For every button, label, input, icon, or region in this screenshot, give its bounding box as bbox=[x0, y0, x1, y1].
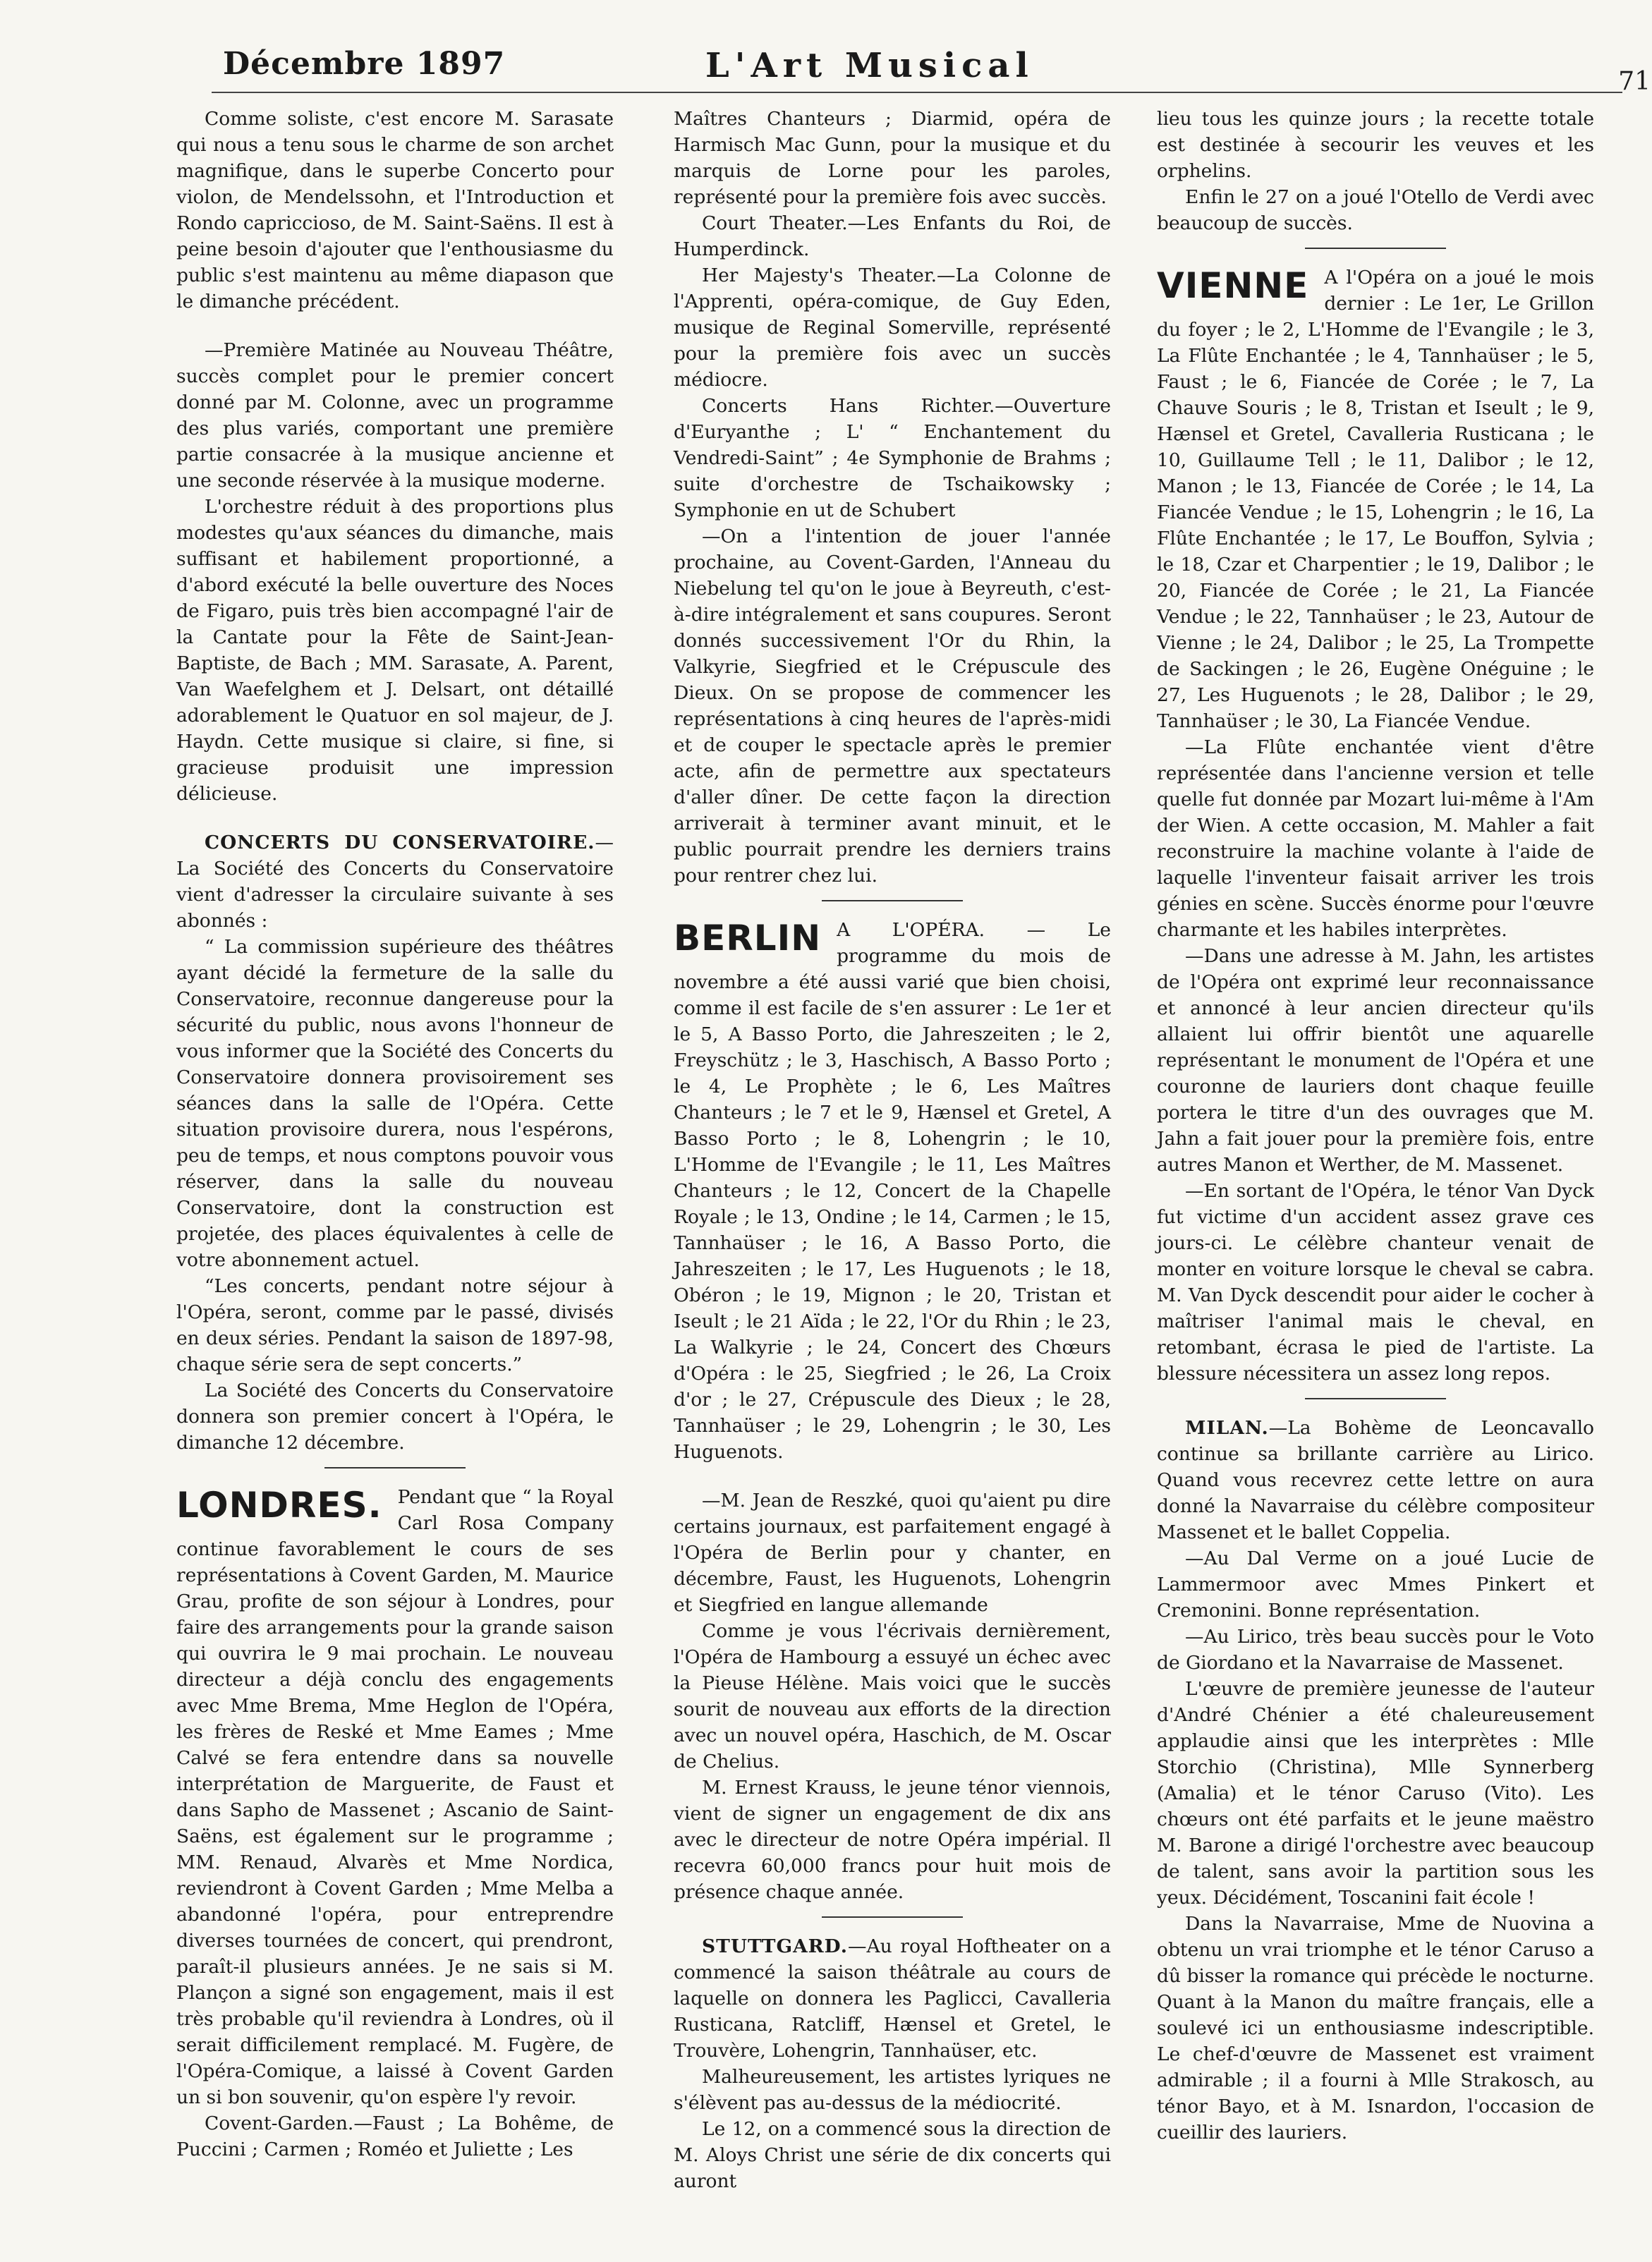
section-stuttgard: STUTTGARD.—Au royal Hoftheater on a commencé la saison théâtrale au cours de laquelle on donnera les Paglicci, Cavalleria Rusticana, Ratcliff, Hænsel et Gretel, le Trouvère, Lohengrin, Tannhaüser, etc. bbox=[674, 1935, 1111, 2062]
section-separator bbox=[822, 900, 963, 901]
paragraph: Her Majesty's Theater.—La Colonne de l'Apprenti, opéra-comique, de Guy Eden, musique de Reginal Somerville, représenté pour la première fois avec un succès médiocre. bbox=[674, 264, 1111, 391]
paragraph: Maîtres Chanteurs ; Diarmid, opéra de Harmisch Mac Gunn, pour la musique et du marquis de Lorne pour les paroles, représenté pour la première fois avec succès. bbox=[674, 108, 1111, 208]
paragraph: Court Theater.—Les Enfants du Roi, de Humperdinck. bbox=[674, 212, 1111, 260]
header-rule bbox=[212, 92, 1622, 93]
section-conservatoire: CONCERTS DU CONSERVATOIRE.—La Société des Concerts du Conservatoire vient d'adresser la circulaire suivante à ses abonnés : bbox=[176, 832, 614, 932]
paragraph: —On a l'intention de jouer l'année prochaine, au Covent-Garden, l'Anneau du Niebelung tel qu'on le joue à Beyreuth, c'est-à-dire intégralement et sans coupures. Seront donnés successivement l'Or du Rhin, la Valkyrie, Siegfried et le Crépuscule des Dieux. On se propose de commencer les représentations à cinq heures de l'après-midi et de couper le spectacle après le premier acte, afin de permettre aux spectateurs d'aller dîner. De cette façon la direction arriverait à terminer avant minuit, et le public pourrait prendre les derniers trains pour rentrer chez lui. bbox=[674, 525, 1111, 887]
city-heading-berlin: BERLIN bbox=[674, 918, 822, 959]
paragraph: La Société des Concerts du Conservatoire donnera son premier concert à l'Opéra, le dimanche 12 décembre. bbox=[176, 1380, 614, 1454]
column-1 bbox=[176, 106, 614, 2163]
paragraph: —En sortant de l'Opéra, le ténor Van Dyck fut victime d'un accident assez grave ces jours-ci. Le célèbre chanteur venait de monter en voiture lorsque le cheval se cabra. M. Van Dyck descendit pour aider le cocher à maîtriser l'animal mais le cheval, en retombant, écrasa le pied de l'artiste. La blessure nécessitera un assez long repos. bbox=[1157, 1180, 1594, 1385]
section-separator bbox=[324, 1467, 466, 1469]
paragraph: Le 12, on a commencé sous la direction de M. Aloys Christ une série de dix concerts qui auront bbox=[674, 2118, 1111, 2192]
section-berlin: BERLIN A L'OPÉRA. — Le programme du mois de novembre a été aussi varié que bien choisi, comme il est facile de s'en assurer : Le 1er et le 5, A Basso Porto, die Jahreszeiten ; le 2, Freyschütz ; le 3, Haschisch, A Basso Porto ; le 4, Le Prophète ; le 6, Les Maîtres Chanteurs ; le 7 et le 9, Hænsel et Gretel, A Basso Porto ; le 8, Lohengrin ; le 10, L'Homme de l'Evangile ; le 11, Les Maîtres Chanteurs ; le 12, Concert de la Chapelle Royale ; le 13, Ondine ; le 14, Carmen ; le 15, Tannhaüser ; le 16, A Basso Porto, die Jahreszeiten ; le 17, Les Huguenots ; le 18, Obéron ; le 19, Mignon ; le 20, Tristan et Iseult ; le 21 Aïda ; le 22, l'Or du Rhin ; le 23, La Walkyrie ; le 24, Concert des Chœurs d'Opéra : le 25, Siegfried ; le 26, La Croix d'or ; le 27, Crépuscule des Dieux ; le 28, Tannhaüser ; le 29, Lohengrin ; le 30, Les Huguenots. bbox=[674, 918, 1111, 1463]
section-heading: MILAN. bbox=[1185, 1417, 1269, 1439]
paragraph: Covent-Garden.—Faust ; La Bohême, de Puccini ; Carmen ; Roméo et Juliette ; Les bbox=[176, 2112, 614, 2160]
page-number: 71 bbox=[1618, 67, 1651, 96]
column-3 bbox=[1157, 106, 1594, 2146]
paragraph: Enfin le 27 on a joué l'Otello de Verdi avec beaucoup de succès. bbox=[1157, 186, 1594, 234]
issue-date: Décembre 1897 bbox=[223, 46, 506, 82]
paragraph: M. Ernest Krauss, le jeune ténor viennois, vient de signer un engagement de dix ans avec le directeur de notre Opéra impérial. Il recevra 60,000 francs pour huit mois de présence chaque année. bbox=[674, 1777, 1111, 1903]
paragraph: —M. Jean de Reszké, quoi qu'aient pu dire certains journaux, est parfaitement engagé à l'Opéra de Berlin pour y chanter, en décembre, Faust, les Huguenots, Lohengrin et Siegfried en langue allemande bbox=[674, 1490, 1111, 1616]
paragraph: Comme je vous l'écrivais dernièrement, l'Opéra de Hambourg a essuyé un échec avec la Pieuse Hélène. Mais voici que le succès sourit de nouveau aux efforts de la direction avec un nouvel opéra, Haschich, de M. Oscar de Chelius. bbox=[674, 1620, 1111, 1772]
city-heading-londres: LONDRES. bbox=[176, 1485, 382, 1526]
paragraph: L'orchestre réduit à des proportions plus modestes qu'aux séances du dimanche, mais suffisant et habilement proportionné, a d'abord exécuté la belle ouverture des Noces de Figaro, puis très bien accompagné l'air de la Cantate pour la Fête de Saint-Jean-Baptiste, de Bach ; MM. Sarasate, A. Parent, Van Waefelghem et J. Delsart, ont détaillé adorablement le Quatuor en sol majeur, de J. Haydn. Cette musique si claire, si fine, si gracieuse produisit une impression délicieuse. bbox=[176, 496, 614, 805]
section-heading: STUTTGARD. bbox=[702, 1935, 848, 1957]
paragraph: “Les concerts, pendant notre séjour à l'Opéra, seront, comme par le passé, divisés en deux séries. Pendant la saison de 1897-98, chaque série sera de sept concerts.” bbox=[176, 1275, 614, 1375]
section-heading: CONCERTS DU CONSERVATOIRE. bbox=[205, 832, 595, 853]
section-vienne: VIENNE A l'Opéra on a joué le mois dernier : Le 1er, Le Grillon du foyer ; le 2, L'Homme de l'Evangile ; le 3, La Flûte Enchantée ; le 4, Tannhaüser ; le 5, Faust ; le 6, Fiancée de Corée ; le 7, La Chauve Souris ; le 8, Tristan et Iseult ; le 9, Hænsel et Gretel, Cavalleria Rusticana ; le 10, Guillaume Tell ; le 11, Dalibor ; le 12, Manon ; le 13, Fiancée de Corée ; le 14, La Fiancée Vendue ; le 15, Lohengrin ; le 16, La Flûte Enchantée ; le 17, Le Bouffon, Sylvia ; le 18, Czar et Charpentier ; le 19, Dalibor ; le 20, Fiancée de Corée ; le 21, La Fiancée Vendue ; le 22, Tannhaüser ; le 23, Autour de Vienne ; le 24, Dalibor ; le 25, La Trompette de Sackingen ; le 26, Eugène Onéguine ; le 27, Les Huguenots ; le 28, Dalibor ; le 29, Tannhaüser ; le 30, La Fiancée Vendue. bbox=[1157, 265, 1594, 732]
paragraph: —Au Dal Verme on a joué Lucie de Lammermoor avec Mmes Pinkert et Cremonini. Bonne représentation. bbox=[1157, 1547, 1594, 1622]
paragraph: —Dans une adresse à M. Jahn, les artistes de l'Opéra ont exprimé leur reconnaissance et annoncé à leur ancien directeur qu'ils allaient lui offrir bientôt une aquarelle représentant le monument de l'Opéra et une couronne de lauriers dont chaque feuille portera le titre d'un des ouvrages que M. Jahn a fait jouer pour la première fois, entre autres Manon et Werther, de M. Massenet. bbox=[1157, 945, 1594, 1176]
paragraph: L'œuvre de première jeunesse de l'auteur d'André Chénier a été chaleureusement applaudie ainsi que les interprètes : Mlle Storchio (Christina), Mlle Synnerberg (Amalia) et le ténor Caruso (Vito). Les chœurs ont été parfaits et le jeune maëstro M. Barone a dirigé l'orchestre avec beaucoup de talent, sans avoir la partition sous les yeux. Décidément, Toscanini fait école ! bbox=[1157, 1678, 1594, 1909]
paragraph: —Première Matinée au Nouveau Théâtre, succès complet pour le premier concert donné par M. Colonne, avec un programme des plus variés, comportant une première partie consacrée à la musique ancienne et une seconde réservée à la musique moderne. bbox=[176, 339, 614, 492]
section-separator bbox=[822, 1916, 963, 1918]
section-separator bbox=[1305, 1398, 1446, 1399]
paragraph: “ La commission supérieure des théâtres ayant décidé la fermeture de la salle du Conservatoire, reconnue dangereuse pour la sécurité du public, nous avons l'honneur de vous informer que la Société des Concerts du Conservatoire donnera provisoirement ses séances dans la salle de l'Opéra. Cette situation provisoire durera, nous l'espérons, peu de temps, et nous comptons pouvoir vous réserver, dans la salle du nouveau Conservatoire, dont la construction est projetée, des places équivalentes à celle de votre abonnement actuel. bbox=[176, 936, 614, 1271]
section-separator bbox=[1305, 248, 1446, 249]
journal-title: L'Art Musical bbox=[705, 46, 1034, 85]
section-milan: MILAN.—La Bohème de Leoncavallo continue sa brillante carrière au Lirico. Quand vous recevrez cette lettre on aura donné la Navarraise du célèbre compositeur Massenet et le ballet Coppelia. bbox=[1157, 1417, 1594, 1543]
city-heading-vienne: VIENNE bbox=[1157, 265, 1309, 306]
paragraph: Dans la Navarraise, Mme de Nuovina a obtenu un vrai triomphe et le ténor Caruso a dû bisser la romance qui précède le nocturne. Quant à la Manon du maître français, elle a soulevé ici un enthousiasme indescriptible. Le chef-d'œuvre de Massenet est vraiment admirable ; il a fourni à Mlle Strakosch, au ténor Bayo, et à M. Isnardon, l'occasion de cueillir des lauriers. bbox=[1157, 1913, 1594, 2144]
paragraph: Concerts Hans Richter.—Ouverture d'Euryanthe ; L' “ Enchantement du Vendredi-Saint” ; 4e Symphonie de Brahms ; suite d'orchestre de Tschaikowsky ; Symphonie en ut de Schubert bbox=[674, 395, 1111, 521]
column-2 bbox=[674, 106, 1111, 2194]
paragraph: lieu tous les quinze jours ; la recette totale est destinée à secourir les veuves et les orphelins. bbox=[1157, 108, 1594, 182]
paragraph: —La Flûte enchantée vient d'être représentée dans l'ancienne version et telle quelle fut donnée par Mozart lui-même à l'Am der Wien. A cette occasion, M. Mahler a fait reconstruire la machine volante à l'aide de laquelle l'inventeur faisait arriver les trois génies en scène. Succès énorme pour l'œuvre charmante et les habiles interprètes. bbox=[1157, 736, 1594, 941]
paragraph: —Au Lirico, très beau succès pour le Voto de Giordano et la Navarraise de Massenet. bbox=[1157, 1626, 1594, 1674]
paragraph: Comme soliste, c'est encore M. Sarasate qui nous a tenu sous le charme de son archet magnifique, dans le superbe Concerto pour violon, de Mendelssohn, et l'Introduction et Rondo capriccioso, de M. Saint-Saëns. Il est à peine besoin d'ajouter que l'enthousiasme du public s'est maintenu au même diapason que le dimanche précédent. bbox=[176, 108, 614, 312]
paragraph: Malheureusement, les artistes lyriques ne s'élèvent pas au-dessus de la médiocrité. bbox=[674, 2066, 1111, 2114]
section-londres: LONDRES. Pendant que “ la Royal Carl Rosa Company continue favorablement le cours de ses représentations à Covent Garden, M. Maurice Grau, profite de son séjour à Londres, pour faire des arrangements pour la grande saison qui ouvrira le 9 mai prochain. Le nouveau directeur a déjà conclu des engagements avec Mme Brema, Mme Heglon de l'Opéra, les frères de Reské et Mme Eames ; Mme Calvé se fera entendre dans sa nouvelle interprétation de Marguerite, de Faust et dans Sapho de Massenet ; Ascanio de Saint-Saëns, est également sur le programme ; MM. Renaud, Alvarès et Mme Nordica, reviendront à Covent Garden ; Mme Melba a abandonné l'opéra, pour entreprendre diverses tournées de concert, qui prendront, paraît-il plusieurs années. Je ne sais si M. Plançon a signé son engagement, mais il est très probable qu'il reviendra à Londres, où il serait difficilement remplacé. M. Fugère, de l'Opéra-Comique, a laissé à Covent Garden un si bon souvenir, qu'on espère l'y revoir. bbox=[176, 1485, 614, 2108]
